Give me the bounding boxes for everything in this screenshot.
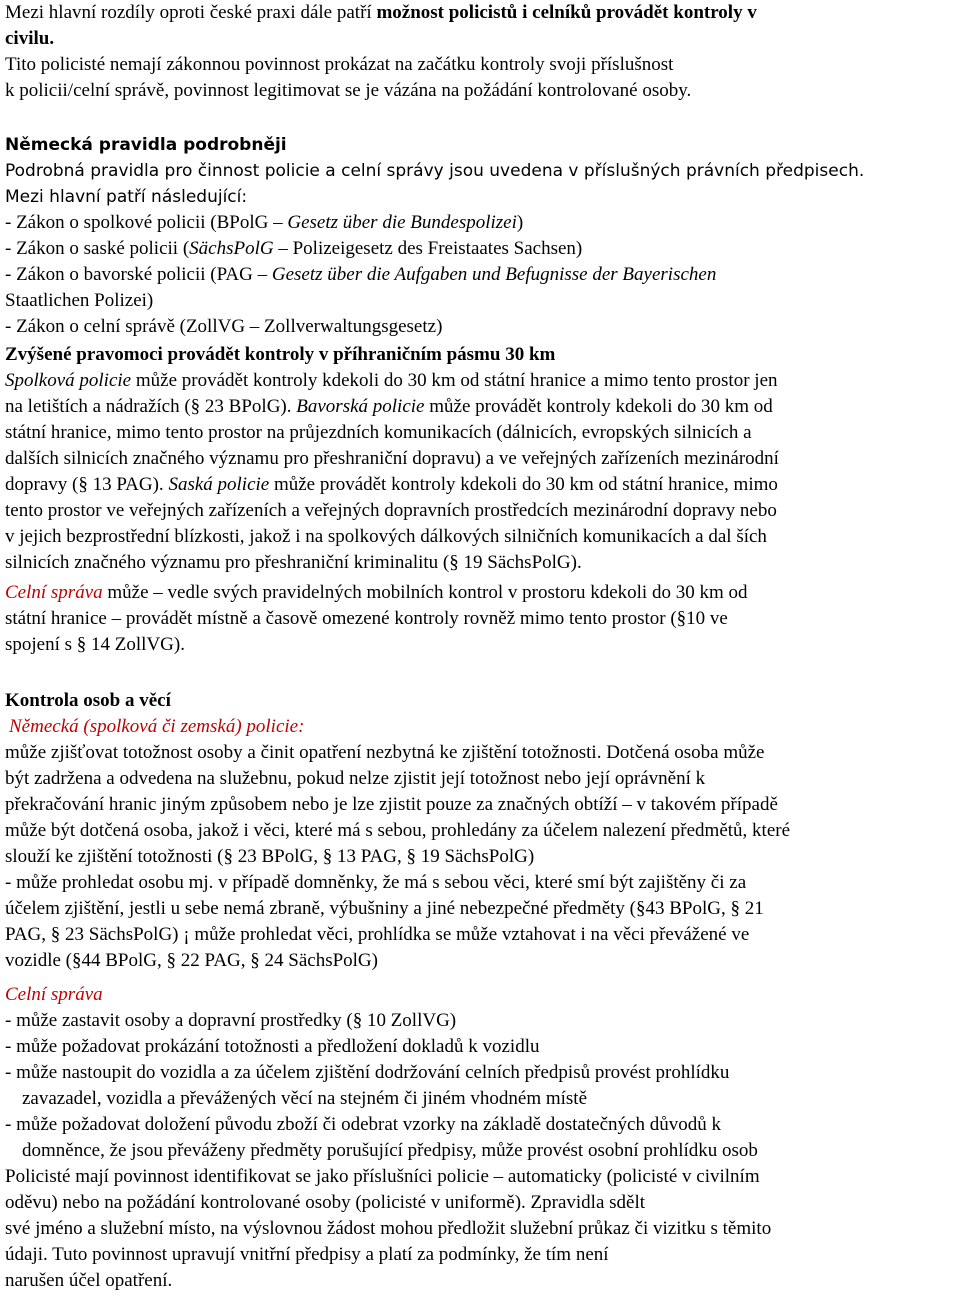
police-line-8: PAG, § 23 SächsPolG) ¡ může prohledat věci, prohlídka se může vztahovat i na věci převážené ve [5,924,750,945]
zone-heading: Zvýšené pravomoci provádět kontroly v příhraničním pásmu 30 km [5,344,556,365]
customs-line-9: své jméno a služební místo, na výslovnou žádost mohou předložit služební průkaz či vizitku s těmito [5,1218,772,1239]
customs-line-11: narušen účel opatření. [5,1270,173,1291]
customs-line-5: - může požadovat doložení původu zboží či odebrat vzorky na základě dostatečných důvodů k [5,1114,721,1135]
customs-heading: Celní správa [5,984,103,1005]
law-abbrev: SächsPolG [189,238,274,259]
law-text: - Zákon o bavorské policii (PAG – [5,264,272,285]
zone-text: může provádět kontroly kdekoli do 30 km od státní hranice a mimo tento prostor jen [131,370,778,391]
police-line-7: účelem zjištění, jestli u sebe nemá zbraně, výbušniny a jiné nebezpečné předměty (§43 BPolG, § 21 [5,898,764,919]
law-item-zollvg: - Zákon o celní správě (ZollVG – Zollverwaltungsgesetz) [5,316,443,337]
police-line-9: vozidle (§44 BPolG, § 22 PAG, § 24 SächsPolG) [5,950,378,971]
customs-line-3: - může nastoupit do vozidla a za účelem zjištění dodržování celních předpisů provést prohlídku [5,1062,730,1083]
zone-text: může provádět kontroly kdekoli do 30 km od [424,396,773,417]
police-line-3: překračování hranic jiným způsobem nebo je lze zjistit pouze za značných obtíží – v takovém případě [5,794,778,815]
intro-line-1 [5,0,757,26]
law-text: – Polizeigesetz des Freistaates Sachsen) [273,238,583,259]
zone-line-10: státní hranice – provádět místně a časově omezené kontroly rovněž mimo tento prostor (§10 ve [5,608,728,629]
intro-line-4: k policii/celní správě, povinnost legitimovat se je vázána na požádání kontrolované osoby. [5,80,692,101]
customs-line-7: Policisté mají povinnost identifikovat se jako příslušníci policie – automaticky (policisté v civilním [5,1166,760,1187]
customs-line-10: údaji. Tuto povinnost upravují vnitřní předpisy a platí za podmínky, že tím není [5,1244,609,1265]
customs-line-2: - může požadovat prokázání totožnosti a předložení dokladů k vozidlu [5,1036,540,1057]
rules-line-1: Podrobná pravidla pro činnost policie a celní správy jsou uvedena v příslušných právních předpisech. [5,161,865,181]
customs-line-6: domněnce, že jsou převáženy předměty porušující předpisy, může provést osobní prohlídku osob [22,1140,758,1161]
zone-line-8: silnicích značného významu pro přeshraniční kriminalitu (§ 19 SächsPolG). [5,552,582,573]
rules-line-2: Mezi hlavní patří následující: [5,187,248,207]
police-line-4: může být dotčená osoba, jakož i věci, které má s sebou, prohledány za účelem nalezení předmětů, které [5,820,791,841]
zone-text: na letištích a nádražích (§ 23 BPolG). [5,396,297,417]
zone-line-5 [5,472,778,498]
zone-line-2 [5,394,773,420]
zone-line-11: spojení s § 14 ZollVG). [5,634,185,655]
police-heading: Německá (spolková či zemská) policie: [9,716,305,737]
control-heading: Kontrola osob a věcí [5,690,171,711]
police-line-2: být zadržena a odvedena na služebnu, pokud nelze zjistit její totožnost nebo její oprávnění k [5,768,706,789]
zone-text: může provádět kontroly kdekoli do 30 km od státní hranice, mimo [269,474,778,495]
rules-heading: Německá pravidla podrobněji [5,135,287,155]
customs-line-8: oděvu) nebo na požádání kontrolované osoby (policisté v uniformě). Zpravidla sdělt [5,1192,646,1213]
customs-line-1: - může zastavit osoby a dopravní prostředky (§ 10 ZollVG) [5,1010,457,1031]
zone-line-1 [5,368,778,394]
law-item-pag-cont: Staatlichen Polizei) [5,290,154,311]
zone-line-7: v jejich bezprostřední blízkosti, jakož i na spolkových dálkových silničních komunikacích a dal ších [5,526,767,547]
law-text: - Zákon o saské policii ( [5,238,190,259]
intro-line-2: civilu. [5,28,55,49]
agency-name: Spolková policie [5,370,132,391]
law-german-name: Gesetz über die Bundespolizei [287,212,517,233]
law-item-bpolg [5,210,523,236]
zone-line-6: tento prostor ve veřejných zařízeních a veřejných dopravních prostředcích mezinárodní dopravy nebo [5,500,777,521]
police-line-5: slouží ke zjištění totožnosti (§ 23 BPolG, § 13 PAG, § 19 SächsPolG) [5,846,535,867]
agency-name: Saská policie [168,474,270,495]
agency-name: Bavorská policie [296,396,425,417]
police-line-6: - může prohledat osobu mj. v případě domněnky, že má s sebou věci, které smí být zajištěny či za [5,872,747,893]
zone-line-3: státní hranice, mimo tento prostor na průjezdních komunikacích (dálnicích, evropských silnicích a [5,422,752,443]
intro-text: Mezi hlavní rozdíly oproti české praxi dále patří [5,2,377,23]
zone-line-9 [5,580,747,606]
customs-line-4: zavazadel, vozidla a převážených věcí na stejném či jiném vhodném místě [22,1088,588,1109]
law-item-saechspolg [5,236,582,262]
intro-bold-text: možnost policistů i celníků provádět kontroly v [376,2,757,23]
police-line-1: může zjišťovat totožnost osoby a činit opatření nezbytná ke zjištění totožnosti. Dotčená osoba může [5,742,765,763]
intro-line-3: Tito policisté nemají zákonnou povinnost prokázat na začátku kontroly svoji příslušnost [5,54,674,75]
law-german-name: Gesetz über die Aufgaben und Befugnisse der Bayerischen [271,264,717,285]
law-item-pag [5,262,716,288]
law-text: - Zákon o spolkové policii (BPolG – [5,212,288,233]
law-text: ) [516,212,524,233]
zone-text: může – vedle svých pravidelných mobilních kontrol v prostoru kdekoli do 30 km od [102,582,748,603]
zone-text: dopravy (§ 13 PAG). [5,474,169,495]
customs-label: Celní správa [5,582,103,603]
zone-line-4: dalších silnicích značného významu pro přeshraniční dopravu) a ve veřejných zařízeních mezinárodní [5,448,779,469]
